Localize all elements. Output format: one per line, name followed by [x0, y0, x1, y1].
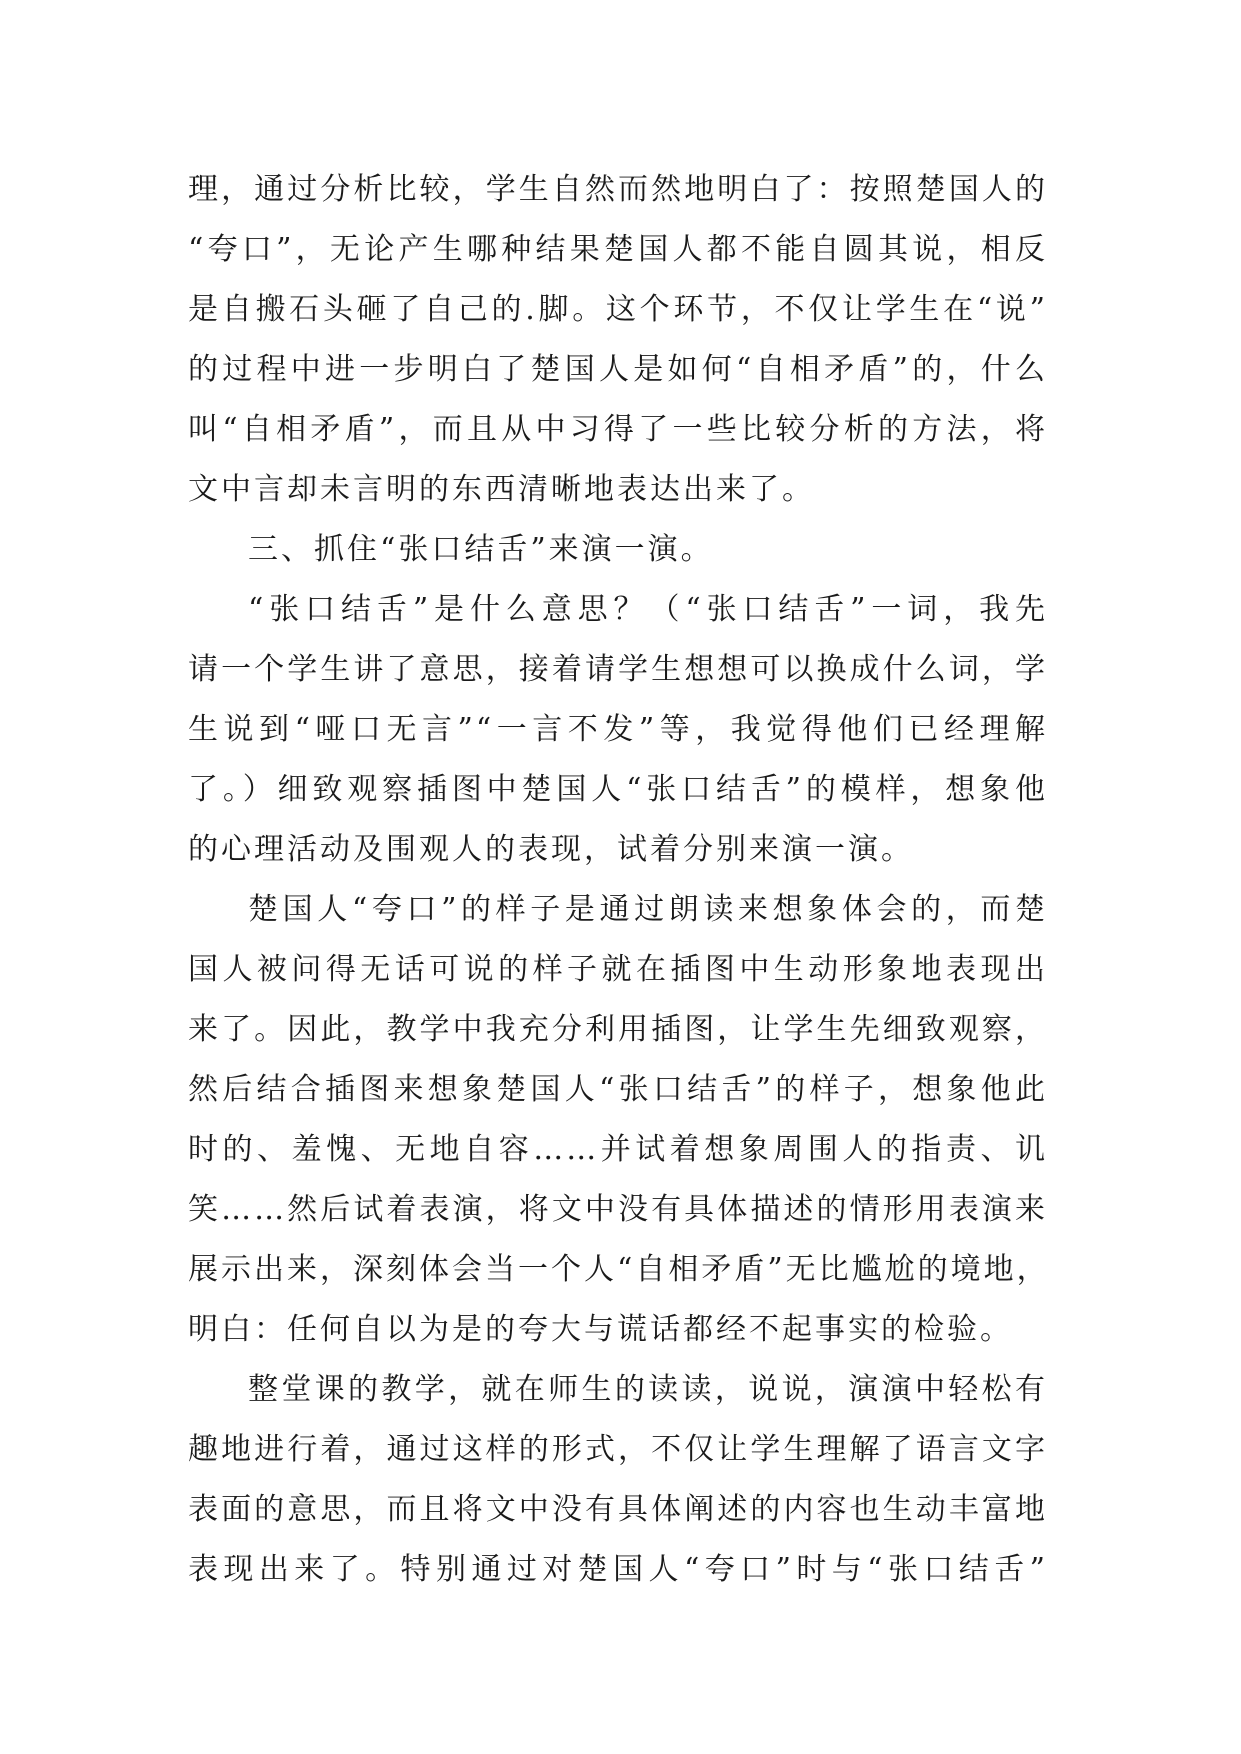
text-line: 文中言却未言明的东西清晰地表达出来了。 [188, 472, 815, 507]
section-heading: 三、抓住“张口结舌”来演一演。 [248, 532, 714, 567]
text-line: 表现出来了。特别通过对楚国人“夸口”时与“张口结舌” [188, 1552, 1048, 1587]
text-line: 展示出来，深刻体会当一个人“自相矛盾”无比尴尬的境地， [188, 1252, 1050, 1287]
text-line: 表面的意思，而且将文中没有具体阐述的内容也生动丰富地 [188, 1492, 1048, 1527]
text-line: “张口结舌”是什么意思？（“张口结舌”一词，我先 [248, 592, 1048, 627]
text-line: “夸口”，无论产生哪种结果楚国人都不能自圆其说，相反 [188, 232, 1048, 267]
text-line: 请一个学生讲了意思，接着请学生想想可以换成什么词，学 [188, 652, 1048, 687]
text-line: 的心理活动及围观人的表现，试着分别来演一演。 [188, 832, 914, 867]
text-line: 生说到“哑口无言”“一言不发”等，我觉得他们已经理解 [188, 712, 1048, 747]
text-line: 理，通过分析比较，学生自然而然地明白了：按照楚国人的 [188, 172, 1048, 207]
text-line: 国人被问得无话可说的样子就在插图中生动形象地表现出 [188, 952, 1048, 987]
text-line: 整堂课的教学，就在师生的读读，说说，演演中轻松有 [248, 1372, 1048, 1407]
text-line: 明白：任何自以为是的夸大与谎话都经不起事实的检验。 [188, 1312, 1013, 1347]
text-line: 趣地进行着，通过这样的形式，不仅让学生理解了语言文字 [188, 1432, 1048, 1467]
text-line: 了。）细致观察插图中楚国人“张口结舌”的模样，想象他 [188, 772, 1048, 807]
text-line: 时的、羞愧、无地自容……并试着想象周围人的指责、讥 [188, 1132, 1048, 1167]
text-line: 楚国人“夸口”的样子是通过朗读来想象体会的，而楚 [248, 892, 1048, 927]
text-line: 的过程中进一步明白了楚国人是如何“自相矛盾”的，什么 [188, 352, 1048, 387]
text-line: 然后结合插图来想象楚国人“张口结舌”的样子，想象他此 [188, 1072, 1048, 1107]
text-line: 是自搬石头砸了自己的.脚。这个环节，不仅让学生在“说” [188, 292, 1048, 327]
text-line: 笑……然后试着表演，将文中没有具体描述的情形用表演来 [188, 1192, 1048, 1227]
text-line: 来了。因此，教学中我充分利用插图，让学生先细致观察， [188, 1012, 1048, 1047]
text-line: 叫“自相矛盾”，而且从中习得了一些比较分析的方法，将 [188, 412, 1048, 447]
body-text [188, 160, 1048, 1600]
